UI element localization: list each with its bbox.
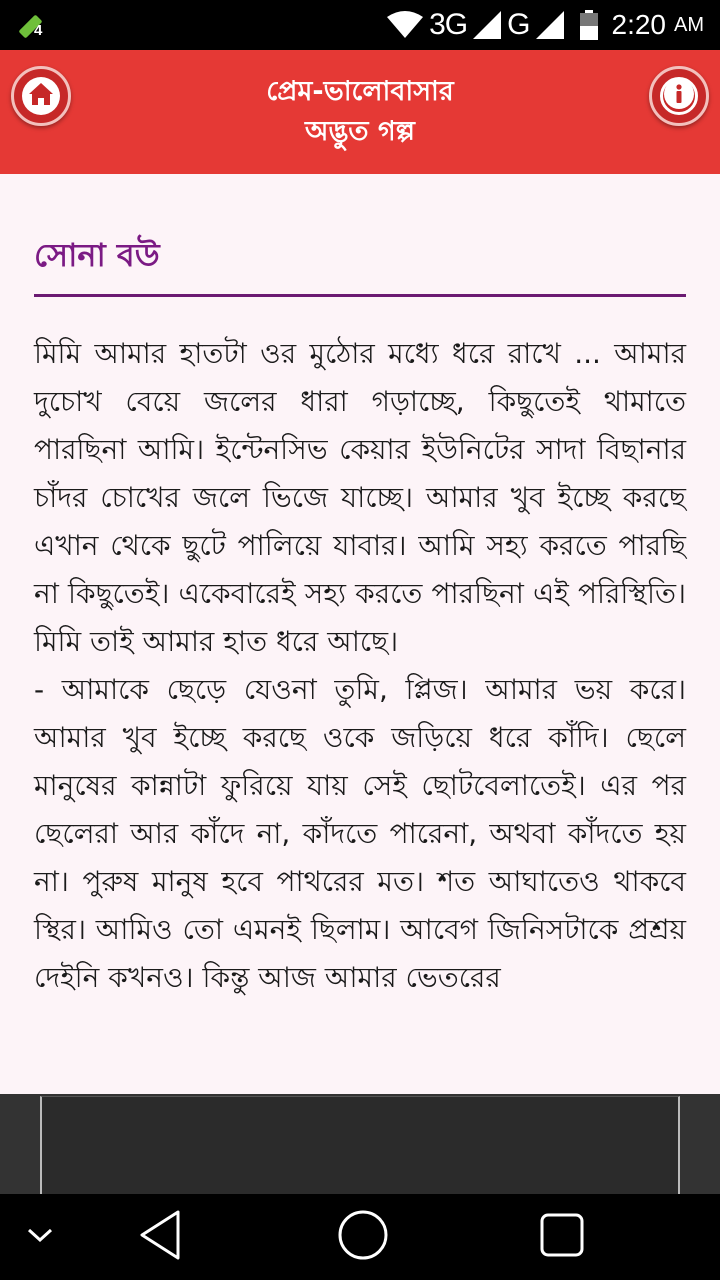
app-title xyxy=(130,72,590,152)
back-button[interactable] xyxy=(120,1194,200,1280)
info-button[interactable] xyxy=(649,66,709,126)
recents-icon xyxy=(539,1212,585,1262)
signal-icon-secondary xyxy=(536,11,564,39)
title-divider xyxy=(34,294,686,297)
app-title-line1: প্রেম-ভালোবাসার xyxy=(266,76,454,107)
battery-icon xyxy=(580,10,598,40)
notification-icon xyxy=(20,10,50,40)
story-paragraph-2: - আমাকে ছেড়ে যেওনা তুমি, প্লিজ। আমার ভয় করে। আমার খুব ইচ্ছে করছে ওকে জড়িয়ে ধরে কাঁদি। ছেলে মানুষের কান্নাটা ফুরিয়ে যায় সেই ছোটবেলাতেই। এর পর ছেলেরা আর কাঁদে না, কাঁদতে পারেনা, অথবা কাঁদতে হয় না। পুরুষ মানুষ হবে পাথরের মত। শত আঘাতেও থাকবে স্থির। আমিও তো এমনই ছিলাম। আবেগ জিনিসটাকে প্রশ্রয় দেইনি কখনও। কিন্তু আজ আমার ভেতরের xyxy=(34,673,686,994)
navigation-bar xyxy=(0,1194,720,1280)
home-icon xyxy=(28,82,54,110)
app-title-line2: অদ্ভুত গল্প xyxy=(305,116,415,147)
signal-icon xyxy=(473,11,501,39)
story-content[interactable] xyxy=(0,174,720,1094)
story-title: সোনা বউ xyxy=(34,236,160,274)
status-left xyxy=(20,10,50,40)
network-label-primary: 3G xyxy=(429,8,468,41)
chevron-down-icon xyxy=(26,1226,54,1248)
app-header xyxy=(0,50,720,174)
status-right xyxy=(387,4,704,46)
notification-count: 4 xyxy=(34,22,43,39)
recents-button[interactable] xyxy=(522,1194,602,1280)
info-icon xyxy=(663,78,695,114)
ad-banner-area xyxy=(0,1094,720,1194)
status-bar xyxy=(0,0,720,50)
clock-ampm: AM xyxy=(674,13,704,36)
hide-nav-button[interactable] xyxy=(10,1194,70,1280)
system-home-button[interactable] xyxy=(323,1194,403,1280)
wifi-icon xyxy=(387,11,423,39)
back-icon xyxy=(138,1209,182,1265)
clock: 2:20 xyxy=(611,9,666,40)
home-button[interactable] xyxy=(11,66,71,126)
story-paragraph-1: মিমি আমার হাতটা ওর মুঠোর মধ্যে ধরে রাখে ... আমার দুচোখ বেয়ে জলের ধারা গড়াচ্ছে, কিছুতেই থামাতে পারছিনা আমি। ইন্টেনসিভ কেয়ার ইউনিটের সাদা বিছানার চাঁদর চোখের জলে ভিজে যাচ্ছে। আমার খুব ইচ্ছে করছে এখান থেকে ছুটে পালিয়ে যাবার। আমি সহ্য করতে পারছি না কিছুতেই। একেবারেই সহ্য করতে পারছিনা এই পরিস্থিতি। মিমি তাই আমার হাত ধরে আছে। xyxy=(34,337,686,658)
ad-banner[interactable] xyxy=(40,1096,680,1194)
network-label-secondary: G xyxy=(507,8,530,41)
story-body xyxy=(34,330,686,1002)
home-circle-icon xyxy=(337,1209,389,1265)
